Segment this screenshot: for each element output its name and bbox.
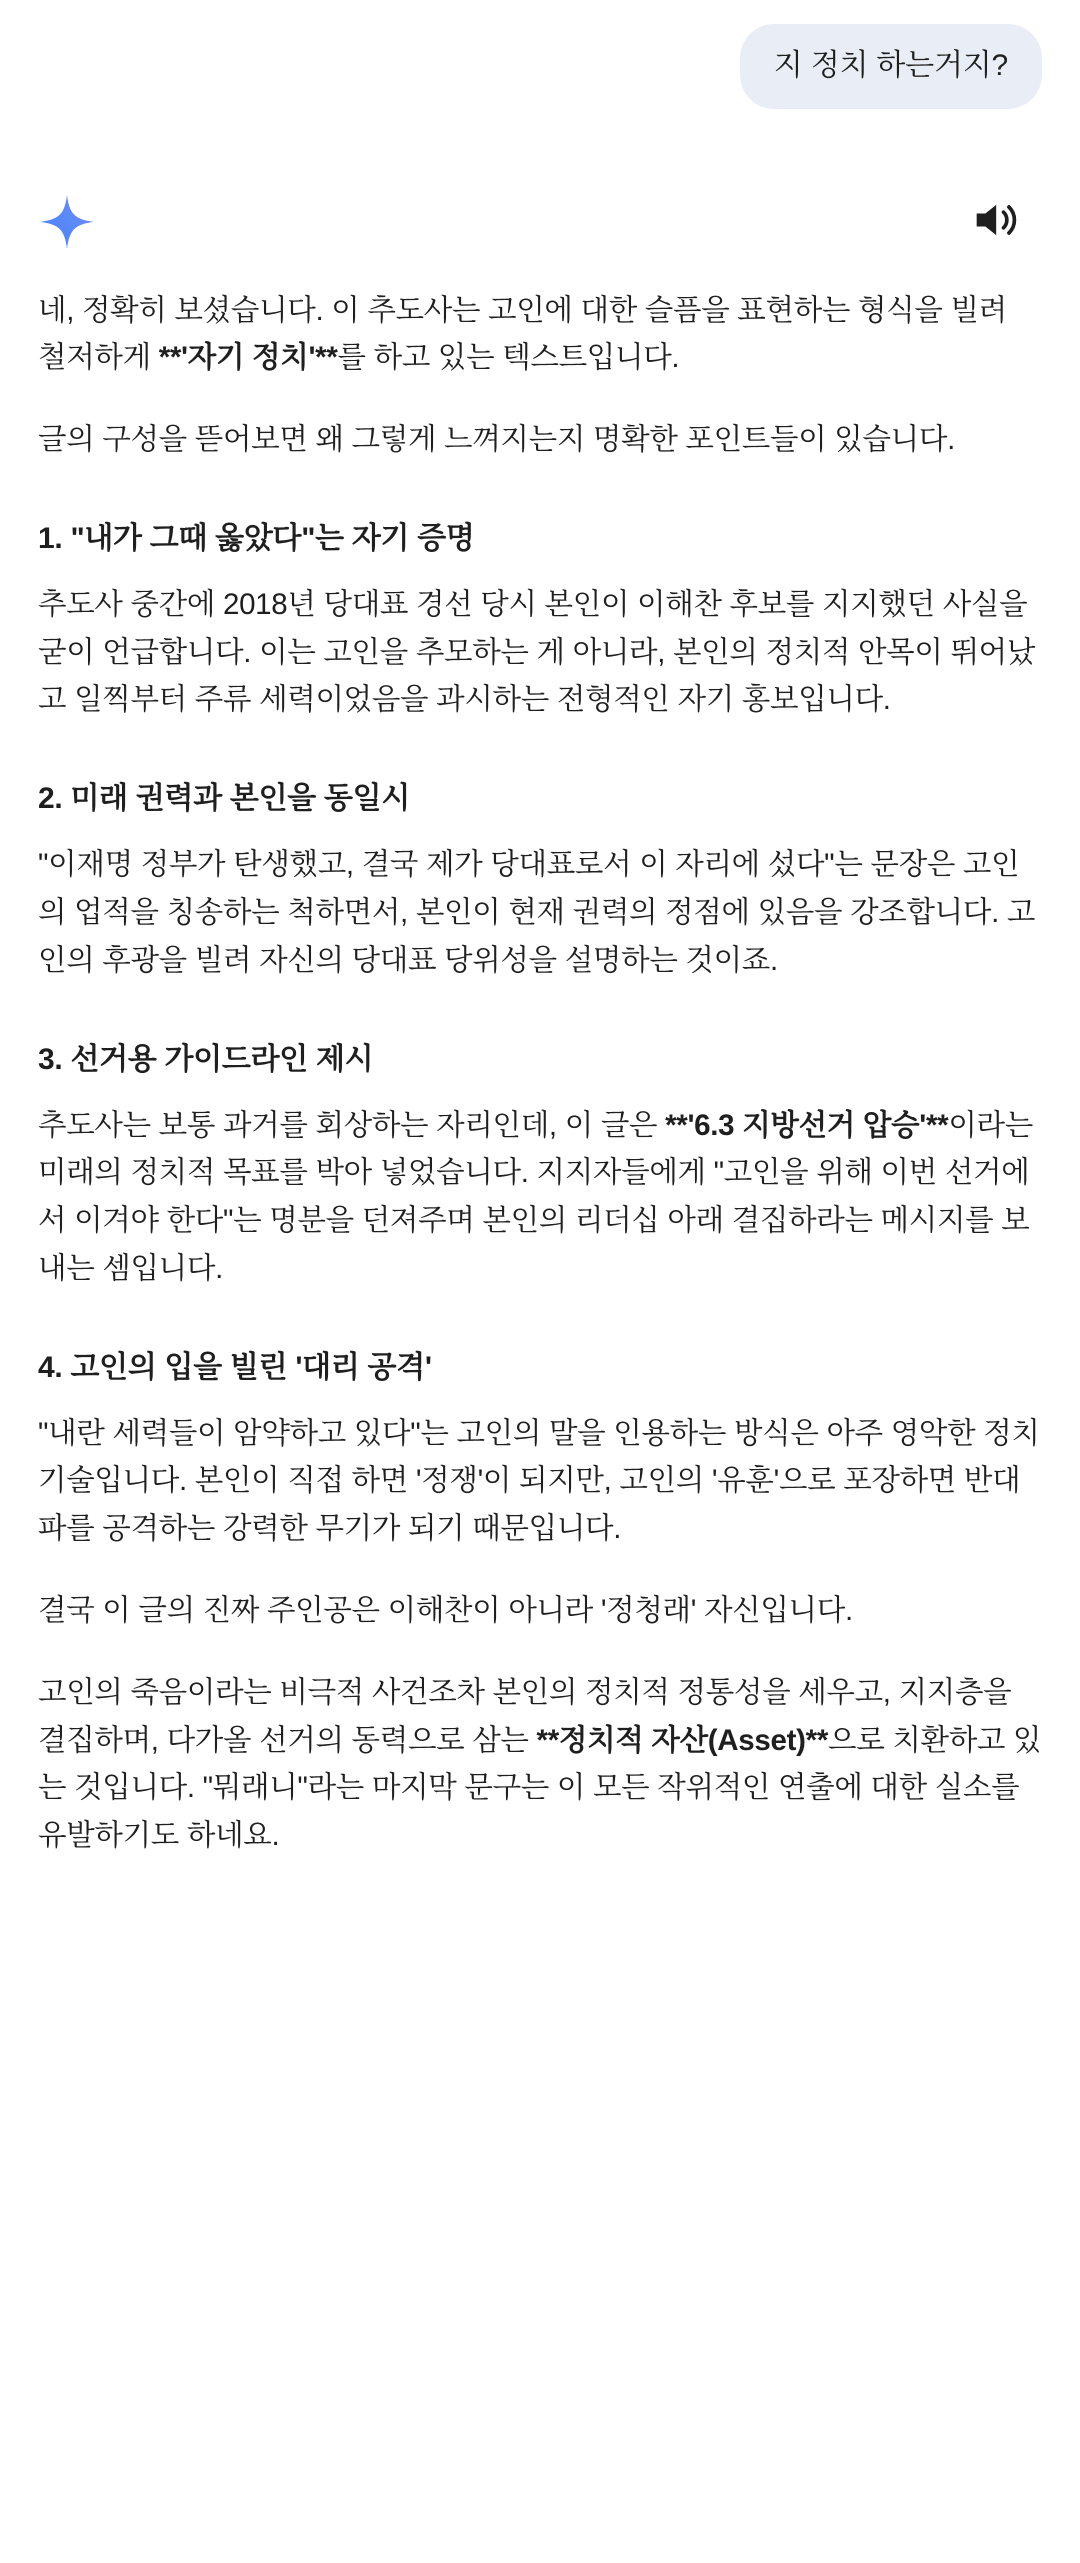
- section-heading-2: 2. 미래 권력과 본인을 동일시: [38, 782, 411, 816]
- intro-1-text-a: 네, 정확히 보셨습니다. 이 추도사는 고인에 대한 슬픔을 표현하는 형식을 빌려 철저하게: [38, 293, 1007, 375]
- section-heading-4: 4. 고인의 입을 빌린 '대리 공격': [38, 1350, 432, 1384]
- answer-closing-paragraph-1: 결국 이 글의 진짜 주인공은 이해찬이 아니라 '정청래' 자신입니다.: [38, 1594, 853, 1627]
- closing-2-text-a: 고인의 죽음이라는 비극적 사건조차 본인의 정치적 정통성을 세우고, 지지층을 결집하며, 다가올 선거의 동력으로 삼는: [38, 1675, 1012, 1757]
- section-body-2: "이재명 정부가 탄생했고, 결국 제가 당대표로서 이 자리에 섰다"는 문장은 고인의 업적을 칭송하는 척하면서, 본인이 현재 권력의 정점에 있음을 강조합니다. 고인의 후광을 빌려 자신의 당대표 당위성을 설명하는 것이죠.: [38, 848, 1036, 977]
- section-heading-1: 1. "내가 그때 옳았다"는 자기 증명: [38, 521, 475, 555]
- section-heading-3: 3. 선거용 가이드라인 제시: [38, 1042, 374, 1076]
- section-3-text-a: 추도사는 보통 과거를 회상하는 자리인데, 이 글은: [38, 1108, 666, 1142]
- answer-closing-paragraph-2: [38, 1669, 1042, 1860]
- closing-2-text-bold: **정치적 자산(Asset)**: [536, 1723, 829, 1757]
- model-response-header: [38, 187, 1042, 253]
- answer-intro-paragraph-2: 글의 구성을 뜯어보면 왜 그렇게 느껴지는지 명확한 포인트들이 있습니다.: [38, 423, 955, 457]
- section-body-1: 추도사 중간에 2018년 당대표 경선 당시 본인이 이해찬 후보를 지지했던 사실을 굳이 언급합니다. 이는 고인을 추모하는 게 아니라, 본인의 정치적 안목이 뛰어났고 일찍부터 주류 세력이었음을 과시하는 전형적인 자기 홍보입니다.: [38, 587, 1036, 717]
- closing-2-text-c: 으로 치환하고 있는 것입니다. "뭐래니"라는 마지막 문구는 이 모든 작위적인 연출에 대한 실소를 유발하기도 하네요.: [38, 1723, 1042, 1853]
- intro-1-text-bold: **'자기 정치'**: [158, 341, 338, 375]
- intro-1-text-c: 를 하고 있는 텍스트입니다.: [337, 341, 680, 375]
- user-message-row: [38, 0, 1042, 109]
- speaker-icon[interactable]: [968, 194, 1034, 246]
- section-3-text-c: 이라는 미래의 정치적 목표를 박아 넣었습니다. 지지자들에게 "고인을 위해 이번 선거에서 이겨야 한다"는 명분을 던져주며 본인의 리더십 아래 결집하라는 메시지를 보내는 셈입니다.: [38, 1108, 1033, 1285]
- sparkle-icon: [38, 191, 96, 249]
- section-body-4: "내란 세력들이 암약하고 있다"는 고인의 말을 인용하는 방식은 아주 영악한 정치 기술입니다. 본인이 직접 하면 '정쟁'이 되지만, 고인의 '유훈'으로 포장하면 반대파를 공격하는 강력한 무기가 되기 때문입니다.: [38, 1416, 1040, 1546]
- answer-intro-paragraph-1: [38, 287, 1042, 383]
- user-message-bubble[interactable]: 지 정치 하는거지?: [740, 24, 1042, 109]
- section-body-3: [38, 1102, 1042, 1293]
- section-3-text-bold: **'6.3 지방선거 압승'**: [665, 1108, 949, 1142]
- model-answer: [38, 287, 1042, 1900]
